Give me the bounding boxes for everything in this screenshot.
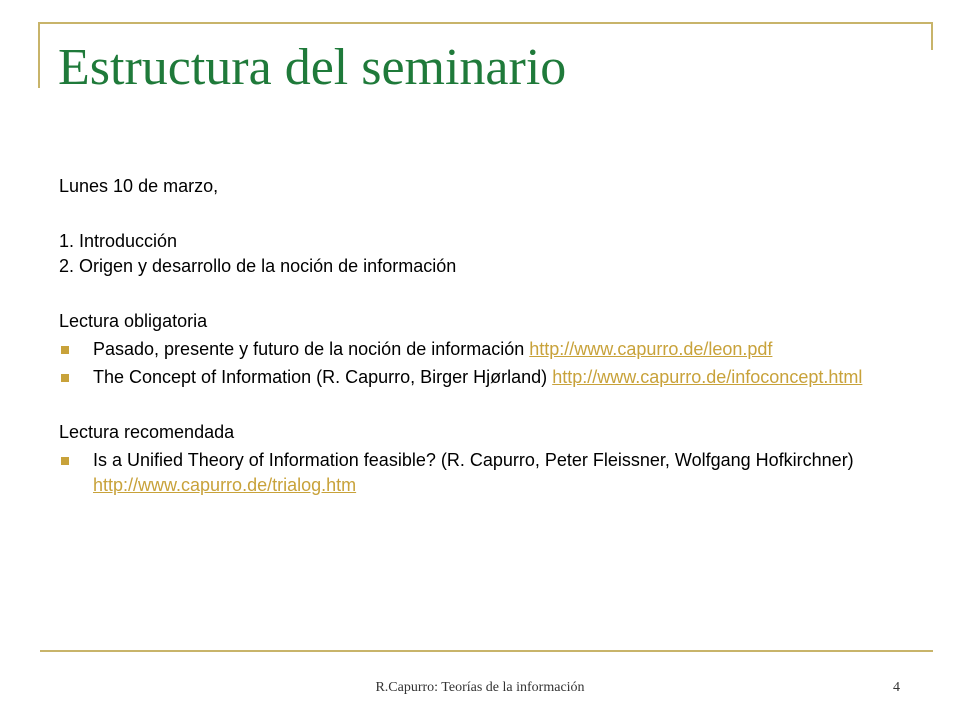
- slide-content: [59, 174, 919, 498]
- required-reading-list: [59, 337, 919, 390]
- list-item: [59, 365, 919, 390]
- reading-title: Is a Unified Theory of Information feasible? (R. Capurro, Peter Fleissner, Wolfgang Hofkirchner): [93, 450, 854, 470]
- reading-link[interactable]: http://www.capurro.de/trialog.htm: [93, 475, 357, 495]
- frame-line-bottom: [40, 650, 933, 652]
- recommended-reading-list: [59, 448, 919, 498]
- frame-line-top: [40, 22, 933, 24]
- frame-line-left: [38, 22, 40, 88]
- list-item: [59, 448, 919, 498]
- agenda-item-1: 1. Introducción: [59, 231, 178, 251]
- reading-title: Pasado, presente y futuro de la noción de información: [93, 339, 530, 359]
- spacer: [59, 279, 919, 309]
- slide-footer: R.Capurro: Teorías de la información: [375, 680, 585, 695]
- reading-link[interactable]: http://www.capurro.de/leon.pdf: [529, 339, 773, 359]
- slide-title: Estructura del seminario: [58, 39, 567, 96]
- list-item: [59, 337, 919, 362]
- recommended-reading-heading: Lectura recomendada: [59, 422, 235, 442]
- square-bullet-icon: [61, 457, 69, 465]
- square-bullet-icon: [61, 346, 69, 354]
- agenda-item-2: 2. Origen y desarrollo de la noción de información: [59, 256, 457, 276]
- spacer: [59, 390, 919, 420]
- date-line: Lunes 10 de marzo,: [59, 176, 219, 196]
- reading-link[interactable]: http://www.capurro.de/infoconcept.html: [552, 367, 863, 387]
- square-bullet-icon: [61, 374, 69, 382]
- reading-title: The Concept of Information (R. Capurro, Birger Hjørland): [93, 367, 553, 387]
- required-reading-heading: Lectura obligatoria: [59, 311, 208, 331]
- frame-line-right: [931, 22, 933, 50]
- spacer: [59, 199, 919, 229]
- page-number: 4: [893, 680, 900, 695]
